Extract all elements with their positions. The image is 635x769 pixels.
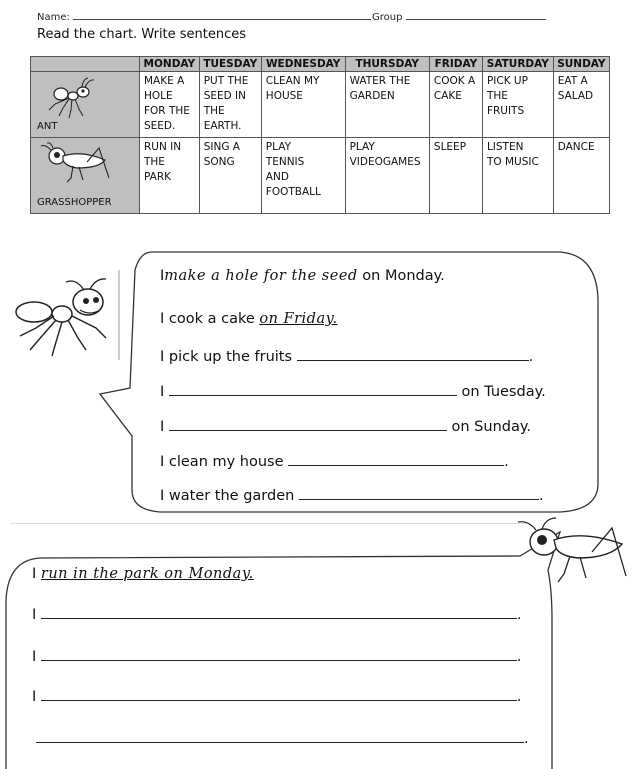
chart-cell: CLEAN MY HOUSE [261, 72, 345, 138]
chart-cell: DANCE [553, 138, 609, 214]
group-line [372, 10, 546, 23]
sentence-7-end: . [538, 488, 544, 504]
write-line [36, 730, 529, 747]
sentence-2-script: on Friday. [259, 311, 338, 327]
sentence-2 [160, 311, 337, 327]
instruction: Read the chart. Write sentences [37, 27, 247, 42]
answer-blank[interactable] [297, 348, 529, 361]
sentence-5 [160, 418, 531, 435]
sentence-1-script: make a hole for the seed [164, 268, 358, 284]
example-script: run in the park on Monday. [40, 566, 254, 582]
day-header: SATURDAY [482, 57, 553, 72]
write-line-end: . [524, 731, 529, 747]
activity-chart [30, 56, 610, 214]
chart-cell: SLEEP [429, 138, 482, 214]
corner-cell [31, 57, 140, 72]
sentence-1-suffix: on Monday. [362, 268, 445, 284]
ant-cell [31, 72, 140, 138]
ant-icon [39, 76, 99, 124]
sentence-3-end: . [528, 349, 534, 365]
sentence-3-text: I pick up the fruits [160, 349, 293, 365]
name-blank[interactable] [73, 10, 371, 20]
ant-icon [6, 276, 122, 360]
day-header: THURSDAY [345, 57, 429, 72]
chart-cell: SING A SONG [199, 138, 261, 214]
write-line-end: . [516, 607, 522, 623]
sentence-4 [160, 383, 546, 400]
chart-cell: WATER THE GARDEN [345, 72, 429, 138]
chart-cell: LISTEN TO MUSIC [482, 138, 553, 214]
grasshopper-label: GRASSHOPPER [37, 197, 112, 208]
answer-blank[interactable] [299, 487, 539, 500]
answer-blank[interactable] [169, 383, 457, 396]
chart-cell: RUN IN THE PARK [140, 138, 200, 214]
sentence-7 [160, 487, 544, 504]
day-header: FRIDAY [429, 57, 482, 72]
sentence-1-prefix: I [160, 268, 165, 284]
write-line [32, 688, 522, 705]
grasshopper-icon [512, 516, 630, 586]
answer-blank[interactable] [41, 648, 517, 661]
answer-blank[interactable] [36, 730, 524, 743]
chart-header-row [31, 57, 610, 72]
group-blank[interactable] [406, 10, 546, 20]
chart-cell: MAKE A HOLE FOR THE SEED. [140, 72, 200, 138]
ant-label: ANT [37, 121, 58, 132]
write-line-end: . [516, 689, 522, 705]
day-header: TUESDAY [199, 57, 261, 72]
write-line-prefix: I [32, 689, 37, 705]
write-line [32, 648, 522, 665]
chart-cell: PICK UP THE FRUITS [482, 72, 553, 138]
sentence-4-suffix: on Tuesday. [461, 384, 546, 400]
day-header: WEDNESDAY [261, 57, 345, 72]
answer-blank[interactable] [169, 418, 447, 431]
sentence-5-prefix: I [160, 419, 165, 435]
write-line [32, 606, 522, 623]
sentence-6 [160, 453, 509, 470]
chart-cell: PLAY TENNIS AND FOOTBALL [261, 138, 345, 214]
sentence-2-text: I cook a cake [160, 311, 255, 327]
sentence-7-text: I water the garden [160, 488, 295, 504]
answer-blank[interactable] [41, 688, 517, 701]
chart-cell: PLAY VIDEOGAMES [345, 138, 429, 214]
day-header: SUNDAY [553, 57, 609, 72]
chart-cell: PUT THE SEED IN THE EARTH. [199, 72, 261, 138]
grasshopper-icon [37, 142, 117, 186]
write-line-prefix: I [32, 607, 37, 623]
example-sentence [32, 566, 254, 582]
sentence-3 [160, 348, 533, 365]
write-line-prefix: I [32, 649, 37, 665]
chart-cell: COOK A CAKE [429, 72, 482, 138]
name-label: Name: [37, 12, 70, 23]
sentence-4-prefix: I [160, 384, 165, 400]
ant-row [31, 72, 610, 138]
answer-blank[interactable] [288, 453, 504, 466]
sentence-6-text: I clean my house [160, 454, 284, 470]
answer-blank[interactable] [41, 606, 517, 619]
chart-cell: EAT A SALAD [553, 72, 609, 138]
sentence-1 [160, 268, 445, 284]
sentence-6-end: . [504, 454, 509, 470]
grasshopper-cell [31, 138, 140, 214]
name-line [37, 10, 371, 23]
section-divider [10, 523, 530, 524]
sentence-5-suffix: on Sunday. [451, 419, 531, 435]
day-header: MONDAY [140, 57, 200, 72]
write-line-end: . [516, 649, 522, 665]
group-label: Group [372, 12, 403, 23]
example-prefix: I [32, 566, 37, 582]
grasshopper-row [31, 138, 610, 214]
